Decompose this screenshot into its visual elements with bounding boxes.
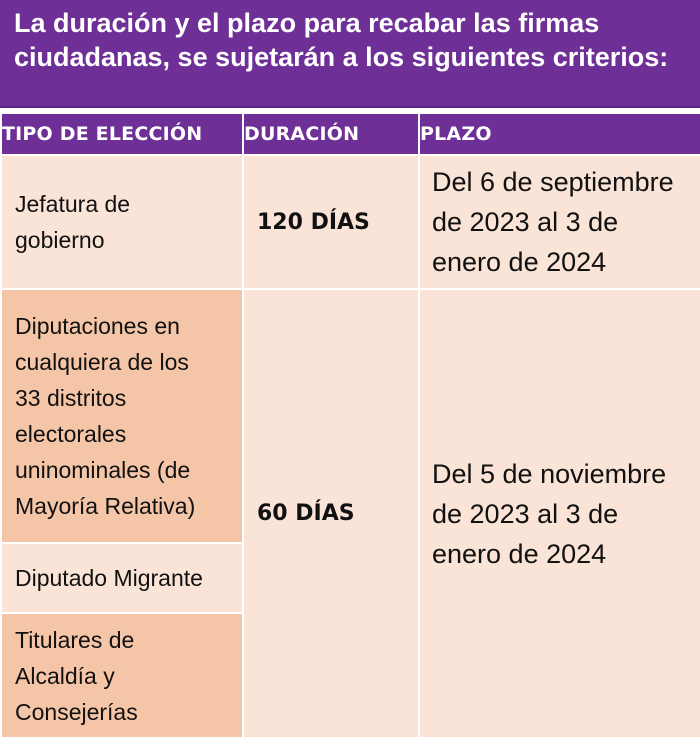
duracion-value: 60 DÍAS — [257, 501, 355, 526]
column-header-duracion: DURACIÓN — [243, 113, 419, 155]
column-header-tipo: TIPO DE ELECCIÓN — [1, 113, 243, 155]
header-title-line-2: ciudadanas, se sujetarán a los siguientes criterios: — [14, 42, 669, 72]
tipo-line: electorales — [15, 421, 127, 447]
duracion-cell-60 — [243, 289, 419, 738]
plazo-cell-noviembre — [419, 289, 700, 738]
header-banner — [0, 0, 700, 108]
duracion-cell-120 — [243, 155, 419, 289]
plazo-line: de 2023 al 3 de — [432, 207, 619, 237]
table-header-row — [1, 113, 700, 155]
plazo-cell-septiembre — [419, 155, 700, 289]
table-row — [1, 155, 700, 289]
tipo-line: Titulares de — [15, 626, 135, 653]
tipo-line: Diputaciones en — [15, 313, 180, 339]
tipo-line: Mayoría Relativa) — [15, 493, 196, 519]
tipo-cell-diputaciones — [1, 289, 243, 543]
tipo-line: uninominales (de — [15, 457, 191, 483]
header-title-line-1: La duración y el plazo para recabar las firmas — [14, 8, 600, 38]
tipo-line: Jefatura de — [15, 191, 131, 217]
tipo-cell-alcaldia — [1, 613, 243, 738]
tipo-line: Diputado Migrante — [15, 565, 203, 591]
column-header-plazo: PLAZO — [419, 113, 700, 155]
tipo-line: Consejerías — [15, 698, 138, 725]
tipo-cell-migrante — [1, 543, 243, 613]
plazo-line: de 2023 al 3 de — [432, 498, 619, 529]
plazo-line: Del 6 de septiembre — [432, 167, 674, 197]
table-row — [1, 289, 700, 543]
plazo-line: Del 5 de noviembre — [432, 458, 667, 489]
criteria-table — [0, 112, 700, 739]
tipo-line: Alcaldía y — [15, 662, 115, 689]
tipo-line: gobierno — [15, 227, 105, 253]
tipo-line: cualquiera de los — [15, 349, 189, 375]
plazo-line: enero de 2024 — [432, 247, 607, 277]
plazo-line: enero de 2024 — [432, 538, 607, 569]
duracion-value: 120 DÍAS — [257, 209, 370, 235]
tipo-cell-jefatura — [1, 155, 243, 289]
tipo-line: 33 distritos — [15, 385, 127, 411]
header-title — [14, 6, 684, 74]
